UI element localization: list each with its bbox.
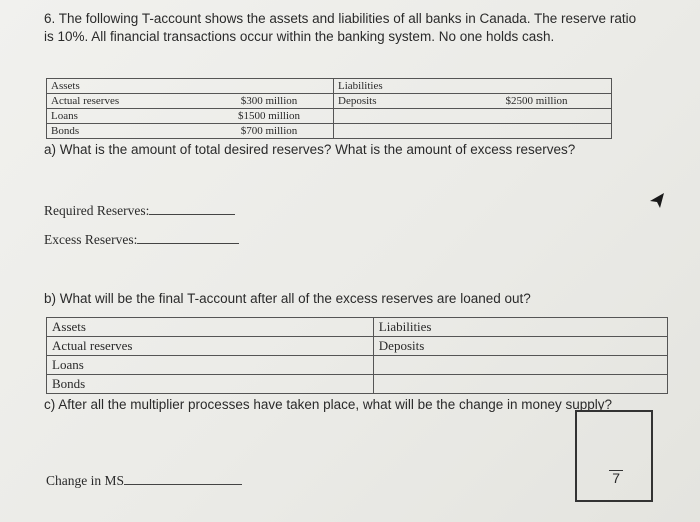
liability-name — [373, 356, 667, 375]
asset-amount: $300 million — [205, 94, 334, 109]
table-row — [47, 337, 668, 356]
liability-name — [334, 109, 612, 124]
liabilities-header: Liabilities — [373, 318, 667, 337]
asset-amount: $1500 million — [205, 109, 334, 124]
mouse-cursor-icon — [649, 192, 665, 210]
liability-name — [334, 124, 612, 139]
asset-name: Actual reserves — [47, 94, 206, 109]
box-number: 7 — [609, 470, 623, 486]
t-account-final — [46, 317, 668, 394]
required-reserves-label: Required Reserves: — [44, 203, 150, 218]
excess-reserves-row — [44, 232, 239, 248]
table-row — [47, 124, 612, 139]
t-account-header-row — [47, 79, 612, 94]
liability-amount: $2500 million — [462, 94, 612, 109]
change-ms-label: Change in MS — [46, 473, 125, 488]
liabilities-header: Liabilities — [334, 79, 612, 94]
question-intro: 6. The following T-account shows the assets and liabilities of all banks in Canada. The reserve ratio is 10%. All financial transactions occur within the banking system. No one holds cash. — [44, 11, 637, 44]
asset-amount: $700 million — [205, 124, 334, 139]
part-b-question: b) What will be the final T-account after all of the excess reserves are loaned out? — [44, 291, 531, 306]
excess-reserves-blank[interactable] — [137, 243, 239, 244]
change-ms-blank[interactable] — [124, 484, 242, 485]
liability-name: Deposits — [334, 94, 463, 109]
required-reserves-row — [44, 203, 235, 219]
table-row — [47, 356, 668, 375]
asset-name: Loans — [47, 356, 374, 375]
part-c-question: c) After all the multiplier processes have taken place, what will be the change in money supply? — [44, 397, 613, 412]
excess-reserves-label: Excess Reserves: — [44, 232, 138, 247]
change-ms-row — [46, 473, 242, 489]
assets-header: Assets — [47, 318, 374, 337]
assets-header: Assets — [47, 79, 334, 94]
asset-name: Loans — [47, 109, 206, 124]
part-a-question: a) What is the amount of total desired reserves? What is the amount of excess reserves? — [44, 142, 576, 157]
liability-name — [373, 375, 667, 394]
table-row — [47, 375, 668, 394]
liability-name: Deposits — [373, 337, 667, 356]
asset-name: Bonds — [47, 375, 374, 394]
table-row — [47, 109, 612, 124]
asset-name: Bonds — [47, 124, 206, 139]
required-reserves-blank[interactable] — [149, 214, 235, 215]
t-account-header-row — [47, 318, 668, 337]
answer-box[interactable] — [575, 410, 653, 502]
table-row — [47, 94, 612, 109]
t-account-initial — [46, 78, 612, 139]
asset-name: Actual reserves — [47, 337, 374, 356]
